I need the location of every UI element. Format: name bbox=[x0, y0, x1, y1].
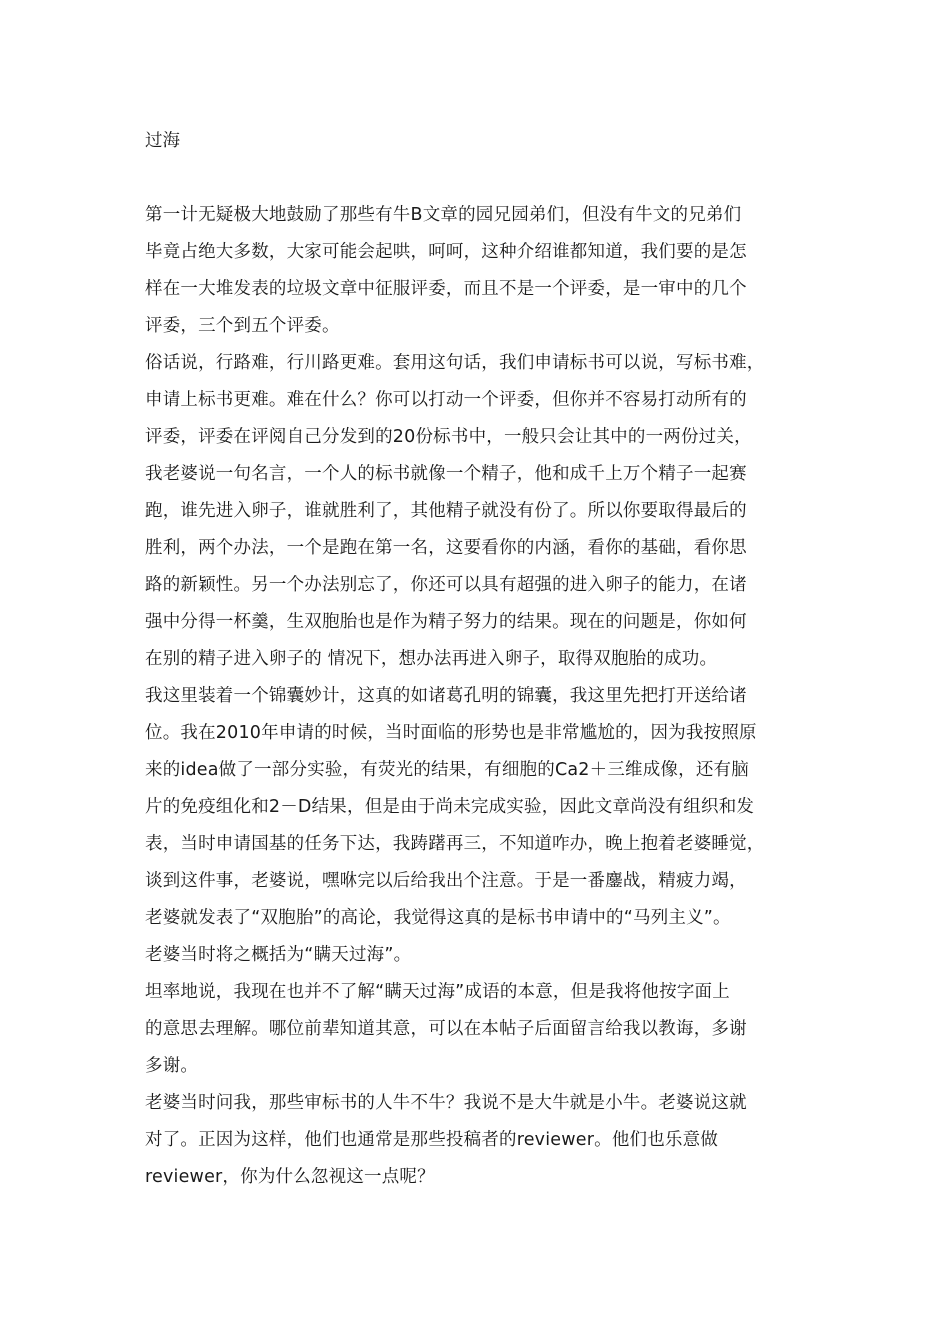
text-line: 胜利，两个办法，一个是跑在第一名，这要看你的内涵，看你的基础，看你思 bbox=[145, 538, 747, 558]
text-line: 路的新颖性。另一个办法别忘了，你还可以具有超强的进入卵子的能力，在诸 bbox=[145, 575, 747, 595]
text-line: 我这里装着一个锦囊妙计，这真的如诸葛孔明的锦囊，我这里先把打开送给诸 bbox=[145, 686, 747, 706]
text-line: 老婆当时将之概括为“瞒天过海”。 bbox=[145, 945, 412, 965]
text-line: 的意思去理解。哪位前辈知道其意，可以在本帖子后面留言给我以教诲，多谢 bbox=[145, 1019, 747, 1039]
text-line: 我老婆说一句名言，一个人的标书就像一个精子，他和成千上万个精子一起赛 bbox=[145, 464, 747, 484]
text-line: 俗话说，行路难，行川路更难。套用这句话，我们申请标书可以说，写标书难， bbox=[145, 353, 765, 373]
document-title: 过海 bbox=[145, 131, 180, 151]
text-line: 评委，评委在评阅自己分发到的20份标书中，一般只会让其中的一两份过关， bbox=[145, 427, 752, 447]
text-line: 申请上标书更难。难在什么？你可以打动一个评委，但你并不容易打动所有的 bbox=[145, 390, 747, 410]
text-line: 跑，谁先进入卵子，谁就胜利了，其他精子就没有份了。所以你要取得最后的 bbox=[145, 501, 747, 521]
text-line: 在别的精子进入卵子的 情况下，想办法再进入卵子，取得双胞胎的成功。 bbox=[145, 649, 718, 669]
text-line: 评委，三个到五个评委。 bbox=[145, 316, 340, 336]
text-line: 坦率地说，我现在也并不了解“瞒天过海”成语的本意，但是我将他按字面上 bbox=[145, 982, 730, 1002]
text-line: 对了。正因为这样，他们也通常是那些投稿者的reviewer。他们也乐意做 bbox=[145, 1130, 719, 1150]
text-line: 表，当时申请国基的任务下达，我踌躇再三，不知道咋办，晚上抱着老婆睡觉， bbox=[145, 834, 765, 854]
document-page bbox=[145, 123, 835, 1196]
text-line: 老婆就发表了“双胞胎”的高论，我觉得这真的是标书申请中的“马列主义”。 bbox=[145, 908, 731, 928]
document-body bbox=[145, 197, 835, 1196]
text-line: 多谢。 bbox=[145, 1056, 199, 1076]
text-line: 老婆当时问我，那些审标书的人牛不牛？我说不是大牛就是小牛。老婆说这就 bbox=[145, 1093, 747, 1113]
text-line: 来的idea做了一部分实验，有荧光的结果，有细胞的Ca2＋三维成像，还有脑 bbox=[145, 760, 749, 780]
text-line: 样在一大堆发表的垃圾文章中征服评委，而且不是一个评委，是一审中的几个 bbox=[145, 279, 747, 299]
text-line: reviewer，你为什么忽视这一点呢？ bbox=[145, 1167, 435, 1187]
text-line: 第一计无疑极大地鼓励了那些有牛B文章的园兄园弟们，但没有牛文的兄弟们 bbox=[145, 205, 742, 225]
text-line: 毕竟占绝大多数，大家可能会起哄，呵呵，这种介绍谁都知道，我们要的是怎 bbox=[145, 242, 747, 262]
text-line: 位。我在2010年申请的时候，当时面临的形势也是非常尴尬的，因为我按照原 bbox=[145, 723, 757, 743]
blank-line bbox=[145, 160, 835, 197]
text-line: 谈到这件事，老婆说，嘿咻完以后给我出个注意。于是一番鏖战，精疲力竭， bbox=[145, 871, 747, 891]
text-line: 片的免疫组化和2－D结果，但是由于尚未完成实验，因此文章尚没有组织和发 bbox=[145, 797, 755, 817]
text-line: 强中分得一杯羹，生双胞胎也是作为精子努力的结果。现在的问题是，你如何 bbox=[145, 612, 747, 632]
